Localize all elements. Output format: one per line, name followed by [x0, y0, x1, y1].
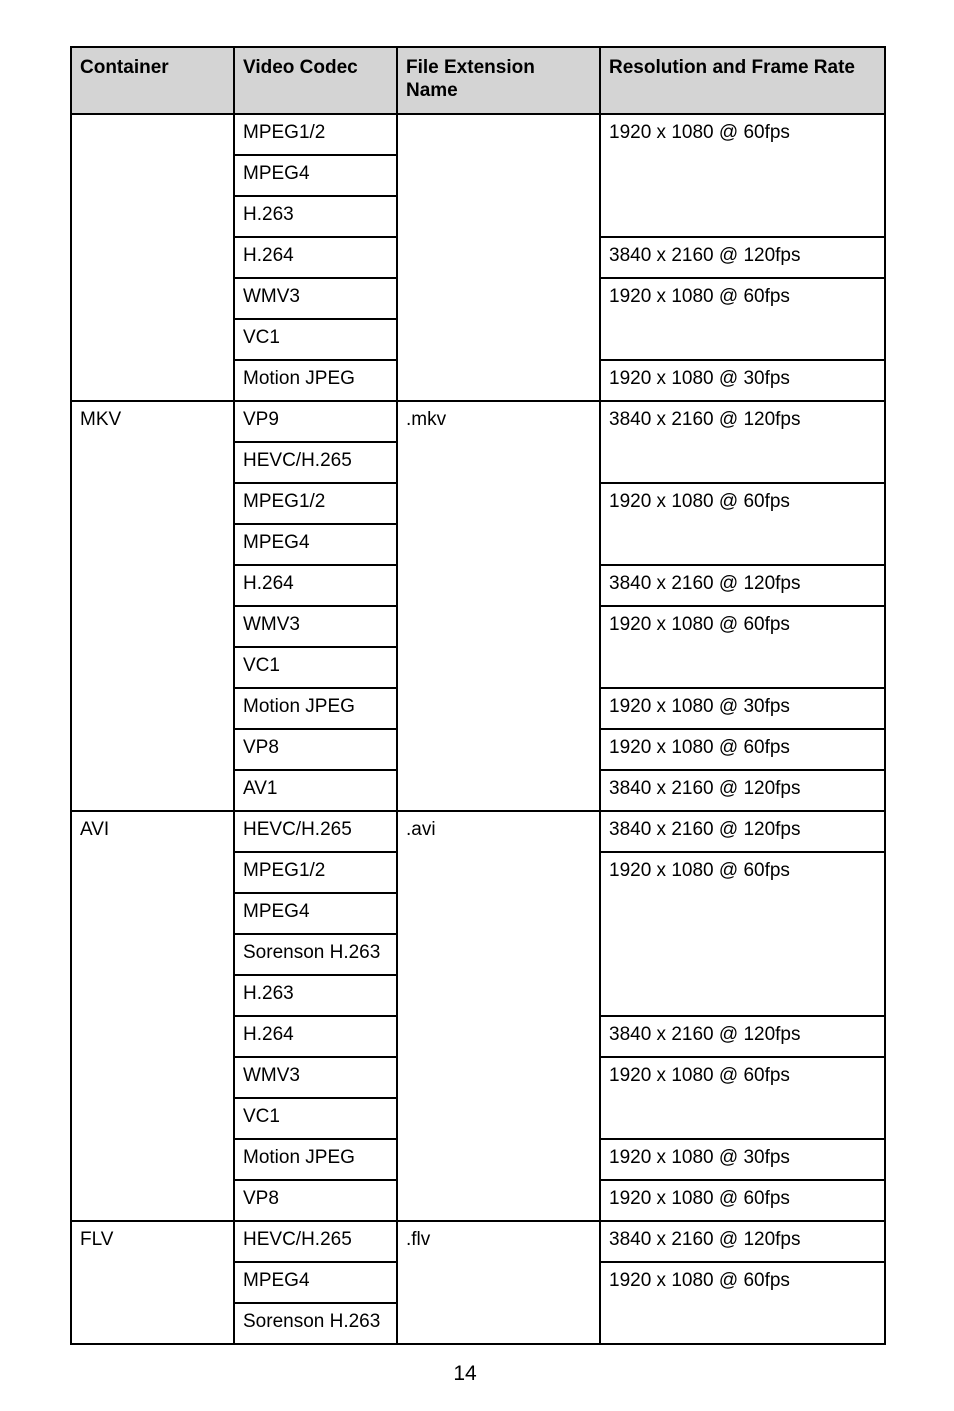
- resolution-cell: 1920 x 1080 @ 60fps: [600, 1057, 885, 1139]
- resolution-cell: 1920 x 1080 @ 30fps: [600, 1139, 885, 1180]
- table-body: [71, 114, 885, 1344]
- video-codec-cell: MPEG4: [234, 893, 397, 934]
- resolution-cell: 3840 x 2160 @ 120fps: [600, 1016, 885, 1057]
- video-codec-cell: VC1: [234, 647, 397, 688]
- video-codec-cell: MPEG4: [234, 155, 397, 196]
- video-codec-cell: WMV3: [234, 1057, 397, 1098]
- resolution-cell: 3840 x 2160 @ 120fps: [600, 770, 885, 811]
- resolution-cell: 1920 x 1080 @ 60fps: [600, 852, 885, 1016]
- video-codec-cell: MPEG1/2: [234, 852, 397, 893]
- video-codec-cell: Sorenson H.263: [234, 1303, 397, 1344]
- codec-support-table: [70, 46, 886, 1345]
- table-row: [71, 811, 885, 852]
- video-codec-cell: VP8: [234, 1180, 397, 1221]
- header-resolution-frame-rate: Resolution and Frame Rate: [600, 47, 885, 114]
- resolution-cell: 1920 x 1080 @ 60fps: [600, 483, 885, 565]
- header-row: [71, 47, 885, 114]
- container-cell: AVI: [71, 811, 234, 1221]
- video-codec-cell: Motion JPEG: [234, 1139, 397, 1180]
- video-codec-cell: WMV3: [234, 606, 397, 647]
- resolution-cell: 3840 x 2160 @ 120fps: [600, 1221, 885, 1262]
- resolution-cell: 1920 x 1080 @ 60fps: [600, 1180, 885, 1221]
- table-row: [71, 114, 885, 155]
- video-codec-cell: Motion JPEG: [234, 688, 397, 729]
- resolution-cell: 1920 x 1080 @ 60fps: [600, 114, 885, 237]
- resolution-cell: 1920 x 1080 @ 60fps: [600, 278, 885, 360]
- container-cell: FLV: [71, 1221, 234, 1344]
- table-row: [71, 401, 885, 442]
- video-codec-cell: MPEG4: [234, 1262, 397, 1303]
- video-codec-cell: H.264: [234, 237, 397, 278]
- file-extension-cell: .flv: [397, 1221, 600, 1344]
- resolution-cell: 1920 x 1080 @ 60fps: [600, 606, 885, 688]
- resolution-cell: 1920 x 1080 @ 60fps: [600, 729, 885, 770]
- resolution-cell: 3840 x 2160 @ 120fps: [600, 401, 885, 483]
- video-codec-cell: H.264: [234, 565, 397, 606]
- table-header: [71, 47, 885, 114]
- video-codec-cell: AV1: [234, 770, 397, 811]
- video-codec-cell: H.263: [234, 975, 397, 1016]
- header-container: Container: [71, 47, 234, 114]
- resolution-cell: 3840 x 2160 @ 120fps: [600, 565, 885, 606]
- video-codec-cell: H.263: [234, 196, 397, 237]
- video-codec-cell: HEVC/H.265: [234, 442, 397, 483]
- resolution-cell: 1920 x 1080 @ 60fps: [600, 1262, 885, 1344]
- video-codec-cell: VC1: [234, 1098, 397, 1139]
- resolution-cell: 3840 x 2160 @ 120fps: [600, 811, 885, 852]
- file-extension-cell: .mkv: [397, 401, 600, 811]
- page-number: 14: [453, 1362, 477, 1385]
- video-codec-cell: WMV3: [234, 278, 397, 319]
- header-file-extension: File Extension Name: [397, 47, 600, 114]
- resolution-cell: 3840 x 2160 @ 120fps: [600, 237, 885, 278]
- resolution-cell: 1920 x 1080 @ 30fps: [600, 688, 885, 729]
- video-codec-cell: Motion JPEG: [234, 360, 397, 401]
- table-row: [71, 1221, 885, 1262]
- video-codec-cell: MPEG4: [234, 524, 397, 565]
- video-codec-cell: VP8: [234, 729, 397, 770]
- container-cell: [71, 114, 234, 401]
- file-extension-cell: .avi: [397, 811, 600, 1221]
- file-extension-cell: [397, 114, 600, 401]
- video-codec-cell: MPEG1/2: [234, 114, 397, 155]
- video-codec-cell: HEVC/H.265: [234, 1221, 397, 1262]
- video-codec-cell: Sorenson H.263: [234, 934, 397, 975]
- video-codec-cell: MPEG1/2: [234, 483, 397, 524]
- container-cell: MKV: [71, 401, 234, 811]
- resolution-cell: 1920 x 1080 @ 30fps: [600, 360, 885, 401]
- video-codec-cell: HEVC/H.265: [234, 811, 397, 852]
- header-video-codec: Video Codec: [234, 47, 397, 114]
- video-codec-cell: VC1: [234, 319, 397, 360]
- video-codec-cell: VP9: [234, 401, 397, 442]
- video-codec-cell: H.264: [234, 1016, 397, 1057]
